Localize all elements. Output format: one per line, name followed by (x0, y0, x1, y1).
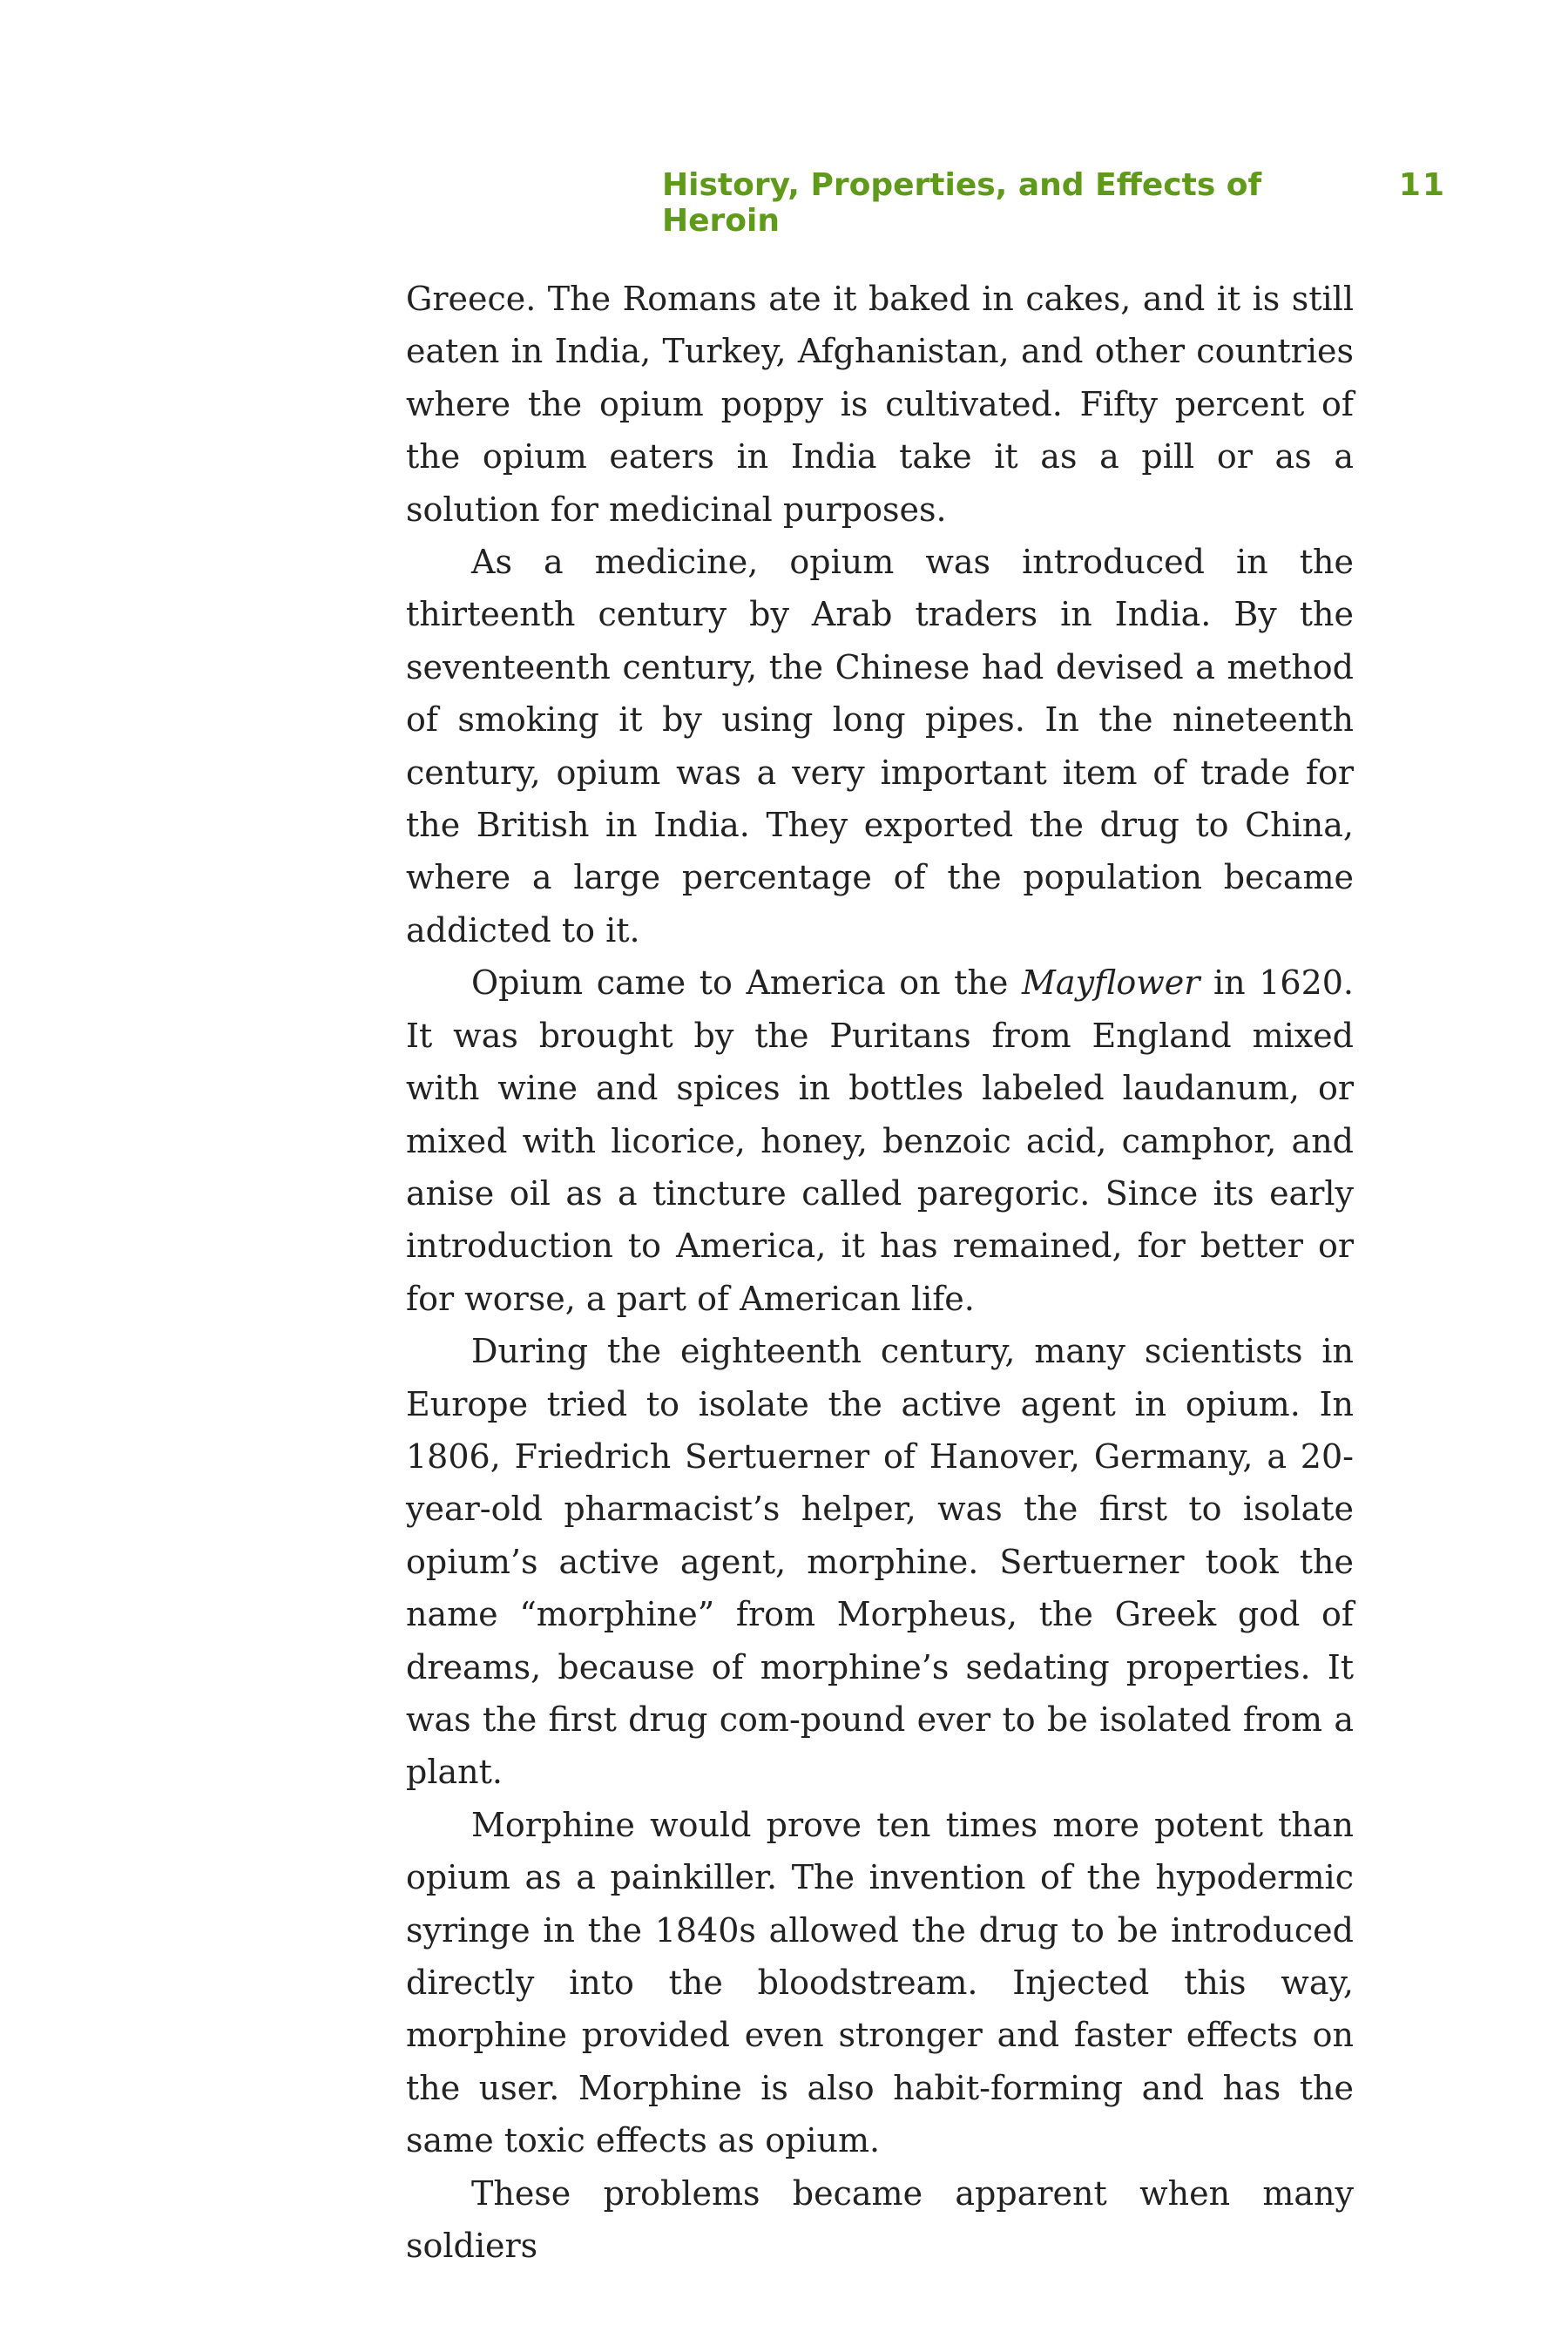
paragraph-3-text-before: Opium came to America on the (471, 963, 1022, 1003)
paragraph-3-text-after: in 1620. It was brought by the Puritans from England mixed with wine and spices in bottles labeled laudanum, or mixed with licorice, honey, benzoic acid, camphor, and anise oil as a tincture called paregoric. Since its early introduction to America, it has remained, for better or for worse, a part of American life. (406, 963, 1354, 1318)
paragraph-4: During the eighteenth century, many scientists in Europe tried to isolate the active agent in opium. In 1806, Friedrich Sertuerner of Hanover, Germany, a 20-year-old pharmacist’s helper, was the first to isolate opium’s active agent, morphine. Sertuerner took the name “morphine” from Morpheus, the Greek god of dreams, because of morphine’s sedating properties. It was the first drug com-pound ever to be isolated from a plant. (406, 1332, 1354, 1792)
paragraph-5: Morphine would prove ten times more potent than opium as a painkiller. The invention of the hypodermic syringe in the 1840s allowed the drug to be introduced directly into the bloodstream. Injected this way, morphine provided even stronger and faster effects on the user. Morphine is also habit-forming and has the same toxic effects as opium. (406, 1805, 1354, 2160)
paragraph-1: Greece. The Romans ate it baked in cakes, and it is still eaten in India, Turkey, Afghanistan, and other countries where the opium poppy is cultivated. Fifty percent of the opium eaters in India take it as a pill or as a solution for medicinal purposes. (406, 280, 1354, 529)
page-number: 11 (1398, 167, 1446, 203)
paragraph-3 (406, 956, 1354, 1325)
paragraph-6: These problems became apparent when many soldiers (406, 2173, 1354, 2266)
body-text (406, 273, 1354, 2272)
ship-name-italic: Mayflower (1022, 963, 1200, 1003)
paragraph-2: As a medicine, opium was introduced in the thirteenth century by Arab traders in India. By the seventeenth century, the Chinese had devised a method of smoking it by using long pipes. In the nineteenth century, opium was a very important item of trade for the British in India. They exported the drug to China, where a large percentage of the population became addicted to it. (406, 543, 1354, 950)
running-title: History, Properties, and Effects of Heroin (662, 167, 1262, 239)
running-head (662, 167, 1446, 239)
